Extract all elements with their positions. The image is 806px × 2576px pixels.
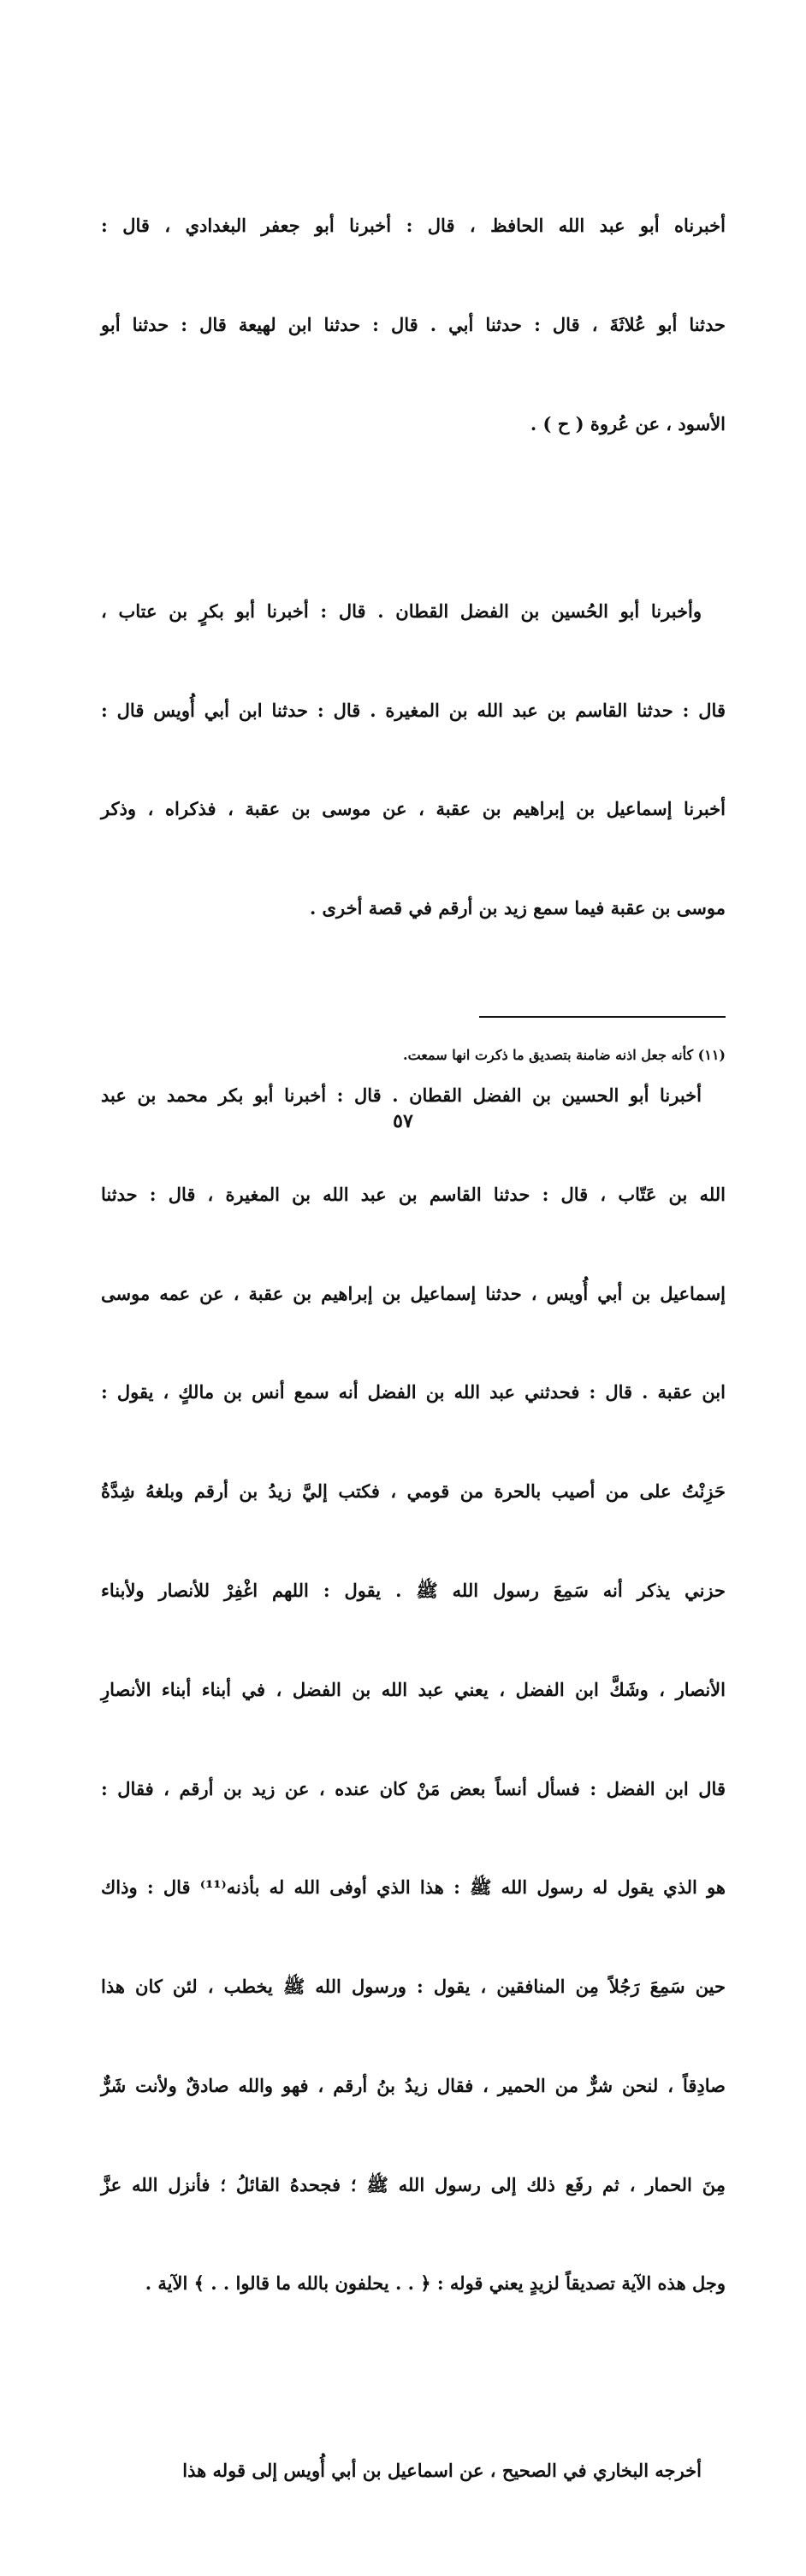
text-line: صادِقاً ، لنحن شرٌّ من الحمير ، فقال زيدُ بنُ أرقم ، فهو والله صادقٌ ولأنت شَرٌّ [101,2074,726,2096]
page-number: ٥٧ [393,1110,413,1132]
text-line: هو الذي يقول له رسول الله ﷺ : هذا الذي أوفى الله له بأذنه⁽¹¹⁾ قال : وذاك [101,1876,726,1899]
page-body [101,144,726,2576]
paragraph-4 [101,2389,726,2554]
text-line: حزني يذكر أنه سَمِعَ رسول الله ﷺ . يقول : اللهم اغْفِرْ للأنصار ولأبناء [101,1579,726,1601]
text-line: الأسود ، عن عُروة ( ح ) . [530,412,726,434]
paragraph-2 [101,529,726,991]
text-line: حدثنا أبو عُلاثَةَ ، قال : حدثنا أبي . قال : حدثنا ابن لهيعة قال : حدثنا أبو [101,313,726,335]
paragraph-1 [101,144,726,507]
text-line: إسماعيل بن أبي أُويس ، حدثنا إسماعيل بن إبراهيم بن عقبة ، عن عمه موسى [101,1282,726,1304]
text-line: موسى بن عقبة فيما سمع زيد بن أرقم في قصة أخرى . [309,897,726,919]
text-line: أخبرنا أبو الحسين بن الفضل القطان . قال : أخبرنا أبو بكر محمد بن عبد [101,1084,702,1107]
footnote-separator [479,1016,726,1018]
text-line: الأنصار ، وشَكَّ ابن الفضل ، يعني عبد الله بن الفضل ، في أبناء أبناء الأنصارِ [101,1678,726,1700]
text-line: حين سَمِعَ رَجُلاً مِن المنافقين ، يقول : ورسول الله ﷺ يخطب ، لئن كان هذا [101,1976,726,1998]
text-line: أخبرناه أبو عبد الله الحافظ ، قال : أخبرنا أبو جعفر البغدادي ، قال : [101,215,726,237]
text-line: وجل هذه الآية تصديقاً لزيدٍ يعني قوله : ﴿ . . يحلفون بالله ما قالوا . . ﴾ الآية . [145,2272,726,2295]
text-line: قال : حدثنا القاسم بن عبد الله بن المغيرة . قال : حدثنا ابن أبي أُويس قال : [101,699,726,721]
text-line: ابن عقبة . قال : فحدثني عبد الله بن الفضل أنه سمع أنس بن مالكٍ ، يقول : [101,1381,726,1403]
text-line: حَزِنْتُ على من أصيب بالحرة من قومي ، فكتب إليَّ زيدُ بن أرقم وبلغهُ شِدَّةُ [101,1480,726,1503]
text-line: الله بن عَتّاب ، قال : حدثنا القاسم بن عبد الله بن المغيرة ، قال : حدثنا [101,1183,726,1205]
text-line: أخبرنا إسماعيل بن إبراهيم بن عقبة ، عن موسى بن عقبة ، فذكراه ، وذكر [101,798,726,820]
footnote: (١١) كأنه جعل اذنه ضامنة بتصديق ما ذكرت انها سمعت. [403,1047,726,1063]
text-line: قال ابن الفضل : فسأل أنساً بعض مَنْ كان عنده ، عن زيد بن أرقم ، فقال : [101,1777,726,1799]
text-line: أخرجه البخاري في الصحيح ، عن اسماعيل بن أبي أُويس إلى قوله هذا [182,2460,702,2482]
text-line: مِنَ الحمار ، ثم رفَع ذلك إلى رسول الله ﷺ ؛ فجحدهُ القائلُ ؛ فأنزل الله عزَّ [101,2173,726,2195]
paragraph-3 [101,1013,726,2366]
text-line: وأخبرنا أبو الحُسين بن الفضل القطان . قال : أخبرنا أبو بكرٍ بن عتاب ، [101,600,702,622]
